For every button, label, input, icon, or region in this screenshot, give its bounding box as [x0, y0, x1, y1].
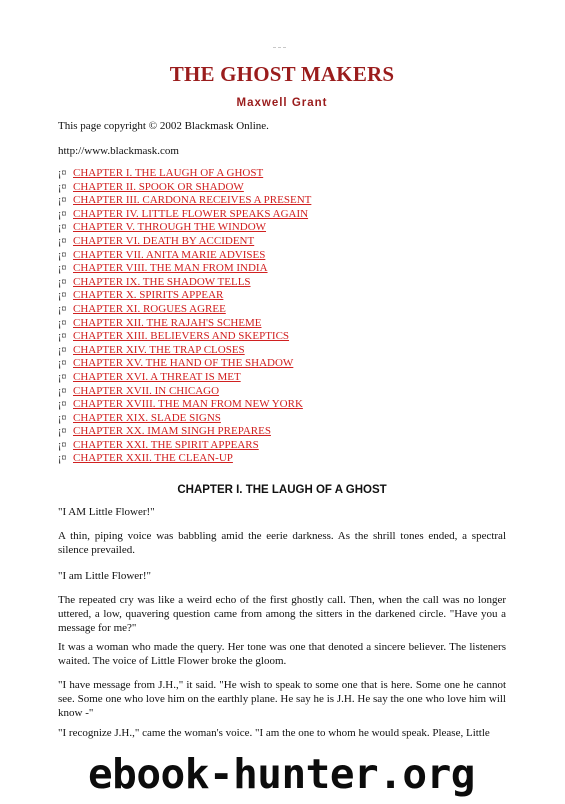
- bullet-icon: ¡¤: [58, 195, 67, 207]
- toc-link-chapter-1[interactable]: CHAPTER I. THE LAUGH OF A GHOST: [73, 167, 264, 179]
- paragraph-3: "I am Little Flower!": [58, 570, 151, 582]
- toc-item: [58, 262, 311, 276]
- toc-item: [58, 344, 311, 358]
- toc-item: [58, 289, 311, 303]
- book-title: THE GHOST MAKERS: [169, 62, 395, 86]
- toc-link-chapter-15[interactable]: CHAPTER XV. THE HAND OF THE SHADOW: [73, 357, 294, 370]
- bullet-icon: ¡¤: [58, 168, 67, 179]
- bullet-icon: ¡¤: [58, 276, 67, 288]
- toc-link-chapter-5[interactable]: CHAPTER V. THROUGH THE WINDOW: [73, 221, 267, 234]
- toc-link-chapter-19[interactable]: CHAPTER XIX. SLADE SIGNS: [73, 411, 221, 424]
- toc-link-chapter-17[interactable]: CHAPTER XVII. IN CHICAGO: [73, 384, 220, 397]
- toc-link-chapter-8[interactable]: CHAPTER VIII. THE MAN FROM INDIA: [73, 262, 268, 275]
- toc-link-chapter-13[interactable]: CHAPTER XIII. BELIEVERS AND SKEPTICS: [73, 330, 290, 343]
- toc-item: [58, 330, 311, 344]
- toc-item: [58, 276, 311, 290]
- bullet-icon: ¡¤: [58, 453, 67, 465]
- bullet-icon: ¡¤: [58, 331, 67, 343]
- bullet-icon: ¡¤: [58, 344, 67, 356]
- toc-item: [58, 425, 311, 439]
- toc-link-chapter-21[interactable]: CHAPTER XXI. THE SPIRIT APPEARS: [73, 438, 259, 451]
- bullet-icon: ¡¤: [58, 222, 67, 234]
- toc-item: [58, 221, 311, 235]
- toc-item: [58, 235, 311, 249]
- toc-item: [58, 412, 311, 426]
- toc-link-chapter-11[interactable]: CHAPTER XI. ROGUES AGREE: [73, 302, 226, 315]
- website-url: http://www.blackmask.com: [58, 145, 179, 157]
- paragraph-2: A thin, piping voice was babbling amid the eerie darkness. As the shrill tones ended, a spectral silence prevailed.: [58, 530, 506, 556]
- paragraph-4: The repeated cry was like a weird echo of the first ghostly call. Then, when the call was no longer uttered, a low, quavering question came from among the sitters in the darkened circle. "Have you a message for me?": [58, 594, 506, 634]
- watermark-text: ebook-hunter.org: [88, 750, 475, 798]
- decorative-mark: [273, 47, 291, 50]
- toc-item: [58, 398, 311, 412]
- bullet-icon: ¡¤: [58, 263, 67, 275]
- bullet-icon: ¡¤: [58, 385, 67, 397]
- toc-link-chapter-16[interactable]: CHAPTER XVI. A THREAT IS MET: [73, 370, 241, 383]
- toc-link-chapter-20[interactable]: CHAPTER XX. IMAM SINGH PREPARES: [73, 425, 271, 438]
- copyright-notice: This page copyright © 2002 Blackmask Online.: [58, 120, 269, 132]
- bullet-icon: ¡¤: [58, 358, 67, 370]
- toc-item: [58, 371, 311, 385]
- table-of-contents: [58, 167, 311, 466]
- toc-link-chapter-9[interactable]: CHAPTER IX. THE SHADOW TELLS: [73, 275, 251, 288]
- toc-link-chapter-18[interactable]: CHAPTER XVIII. THE MAN FROM NEW YORK: [73, 398, 303, 411]
- bullet-icon: ¡¤: [58, 317, 67, 329]
- bullet-icon: ¡¤: [58, 181, 67, 193]
- bullet-icon: ¡¤: [58, 249, 67, 261]
- toc-item: [58, 439, 311, 453]
- toc-link-chapter-7[interactable]: CHAPTER VII. ANITA MARIE ADVISES: [73, 248, 266, 261]
- document-page: [58, 0, 506, 800]
- toc-link-chapter-6[interactable]: CHAPTER VI. DEATH BY ACCIDENT: [73, 234, 255, 247]
- toc-item: [58, 181, 311, 195]
- toc-link-chapter-12[interactable]: CHAPTER XII. THE RAJAH'S SCHEME: [73, 316, 262, 329]
- toc-item: [58, 452, 311, 466]
- toc-item: [58, 167, 311, 181]
- toc-item: [58, 385, 311, 399]
- bullet-icon: ¡¤: [58, 290, 67, 302]
- bullet-icon: ¡¤: [58, 303, 67, 315]
- toc-item: [58, 357, 311, 371]
- toc-link-chapter-2[interactable]: CHAPTER II. SPOOK OR SHADOW: [73, 180, 244, 193]
- toc-link-chapter-14[interactable]: CHAPTER XIV. THE TRAP CLOSES: [73, 343, 245, 356]
- bullet-icon: ¡¤: [58, 426, 67, 438]
- bullet-icon: ¡¤: [58, 371, 67, 383]
- paragraph-1: "I AM Little Flower!": [58, 506, 155, 518]
- bullet-icon: ¡¤: [58, 208, 67, 220]
- toc-item: [58, 208, 311, 222]
- book-author: Maxwell Grant: [236, 97, 328, 109]
- toc-item: [58, 249, 311, 263]
- toc-link-chapter-4[interactable]: CHAPTER IV. LITTLE FLOWER SPEAKS AGAIN: [73, 207, 309, 220]
- toc-item: [58, 303, 311, 317]
- chapter-heading: CHAPTER I. THE LAUGH OF A GHOST: [177, 484, 387, 496]
- bullet-icon: ¡¤: [58, 235, 67, 247]
- paragraph-6: "I have message from J.H.," it said. "He wish to speak to some one that is here. Some one he cannot see. Some one who love him on the earthly plane. He say he is J.H. He say the one who love him will know -": [58, 679, 506, 719]
- toc-item: [58, 194, 311, 208]
- bullet-icon: ¡¤: [58, 412, 67, 424]
- paragraph-7: "I recognize J.H.," came the woman's voice. "I am the one to whom he would speak. Please, Little: [58, 727, 490, 739]
- toc-link-chapter-10[interactable]: CHAPTER X. SPIRITS APPEAR: [73, 289, 224, 302]
- bullet-icon: ¡¤: [58, 439, 67, 451]
- paragraph-5: It was a woman who made the query. Her tone was one that denoted a sincere believer. The listeners waited. The voice of Little Flower broke the gloom.: [58, 641, 506, 667]
- bullet-icon: ¡¤: [58, 399, 67, 411]
- toc-link-chapter-22[interactable]: CHAPTER XXII. THE CLEAN-UP: [73, 452, 233, 465]
- toc-item: [58, 317, 311, 331]
- toc-link-chapter-3[interactable]: CHAPTER III. CARDONA RECEIVES A PRESENT: [73, 194, 312, 207]
